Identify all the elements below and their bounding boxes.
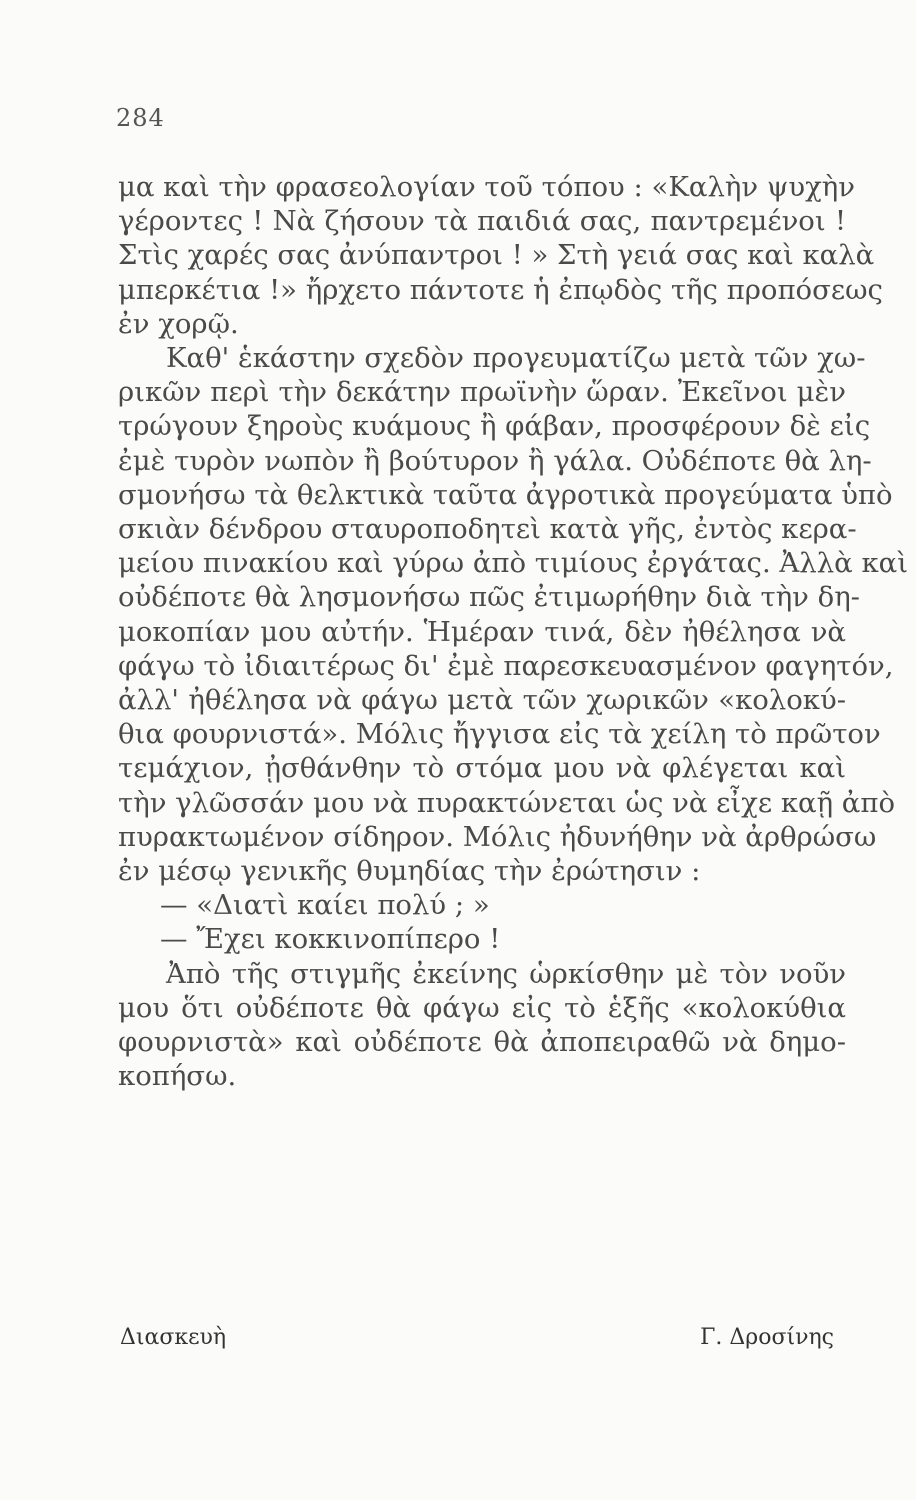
text-line: γέροντες ! Νὰ ζήσουν τὰ παιδιά σας, παντρεμένοι ! (118, 205, 846, 238)
text-line: φουρνιστὰ» καὶ οὐδέποτε θὰ ἀποπειραθῶ νὰ δημο- (118, 1026, 846, 1059)
text-line: τεμάχιον, ᾐσθάνθην τὸ στόμα μου νὰ φλέγεται καὶ (118, 752, 846, 785)
text-line: Στὶς χαρές σας ἀνύπαντροι ! » Στὴ γειά σας καὶ καλὰ (118, 239, 875, 272)
text-line: Ἀπὸ τῆς στιγμῆς ἐκείνης ὡρκίσθην μὲ τὸν νοῦν (166, 957, 846, 990)
text-line: μου ὅτι οὐδέποτε θὰ φάγω εἰς τὸ ἑξῆς «κολοκύθια (118, 991, 846, 1024)
text-line: μοκοπίαν μου αὐτήν. Ἡμέραν τινά, δὲν ἠθέλησα νὰ (118, 615, 846, 648)
text-line: σκιὰν δένδρου σταυροποδητεὶ κατὰ γῆς, ἐντὸς κερα- (118, 513, 857, 546)
text-line: ἀλλ' ἠθέλησα νὰ φάγω μετὰ τῶν χωρικῶν «κολοκύ- (118, 684, 846, 717)
text-line: πυρακτωμένον σίδηρον. Μόλις ἠδυνήθην νὰ ἀρθρώσω (118, 820, 877, 853)
text-line: μα καὶ τὴν φρασεολογίαν τοῦ τόπου : «Καλὴν ψυχὴν (118, 171, 855, 203)
page-number: 284 (116, 104, 165, 132)
dialogue-line: — «Διατὶ καίει πολύ ; » (160, 889, 490, 922)
text-line: ἐν μέσῳ γενικῆς θυμηδίας τὴν ἐρώτησιν : (118, 855, 701, 888)
text-line: θια φουρνιστά». Μόλις ἤγγισα εἰς τὰ χείλη τὸ πρῶτον (118, 718, 881, 751)
body-text (118, 170, 908, 1093)
footer-author: Γ. Δροσίνης (700, 1325, 834, 1350)
text-line: Καθ' ἑκάστην σχεδὸν προγευματίζω μετὰ τῶν χω- (166, 342, 866, 375)
text-line: φάγω τὸ ἰδιαιτέρως δι' ἐμὲ παρεσκευασμένον φαγητόν, (118, 649, 894, 682)
dialogue-line: — Ἔχει κοκκινοπίπερο ! (160, 923, 501, 956)
text-line: μείου πινακίου καὶ γύρω ἀπὸ τιμίους ἐργάτας. Ἀλλὰ καὶ (118, 547, 908, 580)
text-line: τὴν γλῶσσάν μου νὰ πυρακτώνεται ὡς νὰ εἶχε καῇ ἀπὸ (118, 786, 896, 819)
text-line: οὐδέποτε θὰ λησμονήσω πῶς ἐτιμωρήθην διὰ τὴν δη- (118, 581, 860, 614)
footer-adaptation-note: Διασκευὴ (120, 1325, 227, 1350)
text-line: ἐμὲ τυρὸν νωπὸν ἢ βούτυρον ἢ γάλα. Οὐδέποτε θὰ λη- (118, 444, 872, 477)
text-line: ρικῶν περὶ τὴν δεκάτην πρωϊνὴν ὥραν. Ἐκεῖνοι μὲν (118, 376, 846, 409)
text-line: μπερκέτια !» ἤρχετο πάντοτε ἡ ἐπῳδὸς τῆς προπόσεως (118, 273, 883, 306)
text-line: κοπήσω. (118, 1060, 237, 1093)
text-line: σμονήσω τὰ θελκτικὰ ταῦτα ἀγροτικὰ προγεύματα ὑπὸ (118, 478, 893, 511)
text-line: τρώγουν ξηροὺς κυάμους ἢ φάβαν, προσφέρουν δὲ εἰς (118, 410, 871, 443)
text-line: ἐν χορῷ. (118, 307, 239, 340)
